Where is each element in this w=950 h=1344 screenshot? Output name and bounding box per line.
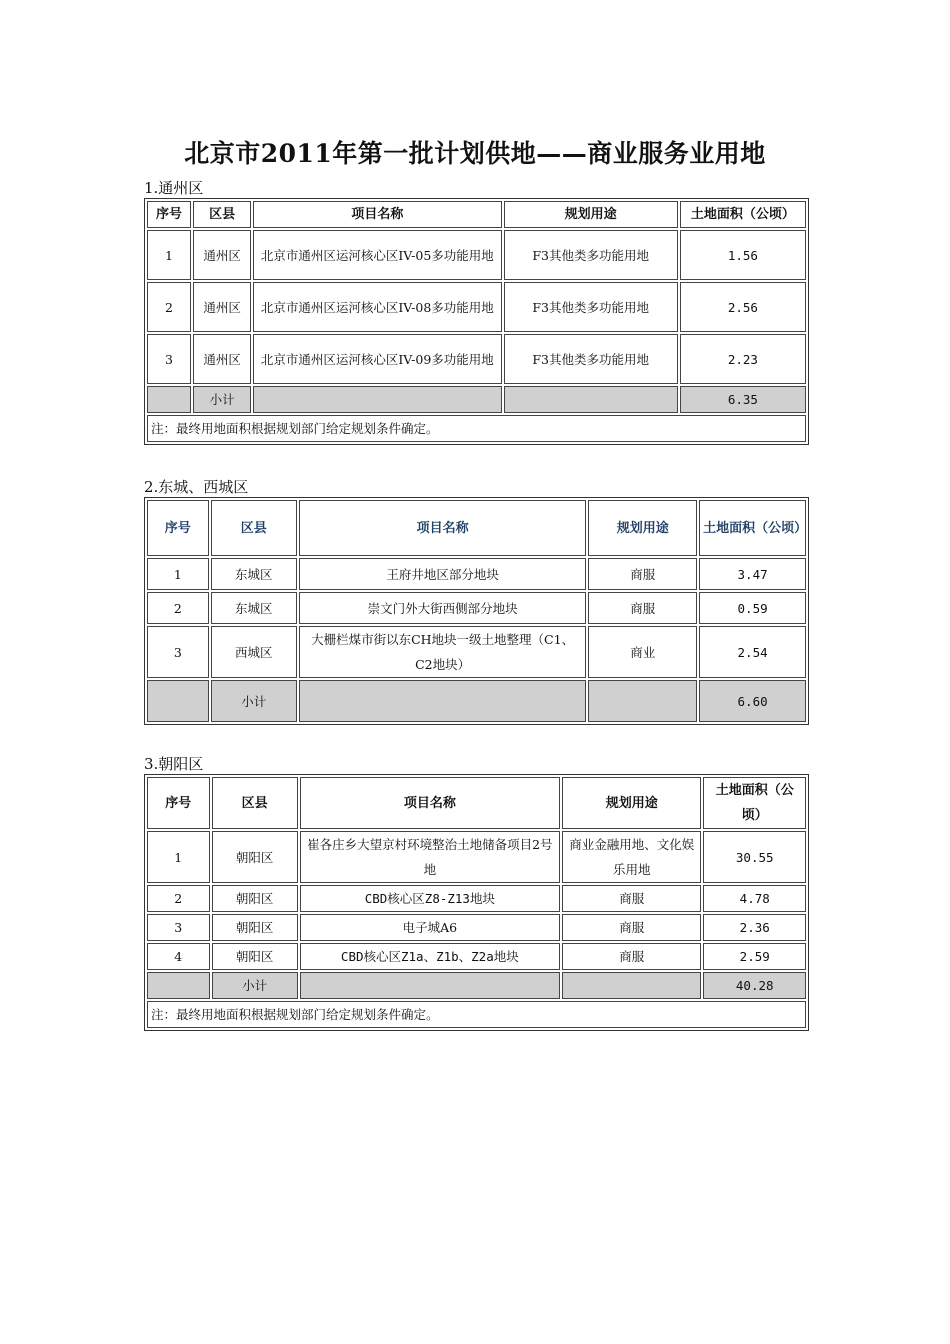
cell-district: 东城区 xyxy=(211,558,297,590)
column-header: 项目名称 xyxy=(253,201,501,228)
empty-cell xyxy=(147,972,210,999)
table-note: 注：最终用地面积根据规划部门给定规划条件确定。 xyxy=(147,415,806,442)
subtotal-value: 6.35 xyxy=(680,386,806,413)
empty-cell xyxy=(299,680,587,722)
cell-area: 2.23 xyxy=(680,334,806,384)
section-table xyxy=(144,774,809,1031)
column-header: 土地面积（公顷） xyxy=(680,201,806,228)
subtotal-row xyxy=(147,972,806,999)
subtotal-value: 40.28 xyxy=(703,972,806,999)
cell-area: 2.56 xyxy=(680,282,806,332)
cell-index: 3 xyxy=(147,334,191,384)
cell-district: 通州区 xyxy=(193,282,251,332)
cell-project: 崇文门外大街西侧部分地块 xyxy=(299,592,587,624)
cell-usage: 商服 xyxy=(562,914,701,941)
table-row xyxy=(147,943,806,970)
cell-usage: F3其他类多功能用地 xyxy=(504,282,678,332)
empty-cell xyxy=(504,386,678,413)
table-row xyxy=(147,592,806,624)
cell-area: 2.36 xyxy=(703,914,806,941)
subtotal-row xyxy=(147,386,806,413)
cell-area: 4.78 xyxy=(703,885,806,912)
subtotal-label: 小计 xyxy=(193,386,251,413)
column-header: 土地面积（公顷） xyxy=(703,777,806,829)
cell-project: 北京市通州区运河核心区IV-05多功能用地 xyxy=(253,230,501,280)
column-header: 区县 xyxy=(211,500,297,556)
table-row xyxy=(147,558,806,590)
cell-usage: 商服 xyxy=(562,943,701,970)
cell-usage: 商服 xyxy=(588,592,697,624)
table-row xyxy=(147,831,806,883)
cell-project: 大栅栏煤市街以东CH地块一级土地整理（C1、C2地块） xyxy=(299,626,587,678)
cell-project: CBD核心区Z8-Z13地块 xyxy=(300,885,560,912)
cell-project: 王府井地区部分地块 xyxy=(299,558,587,590)
column-header: 序号 xyxy=(147,777,210,829)
cell-index: 1 xyxy=(147,558,209,590)
section-heading: 1.通州区 xyxy=(144,179,204,197)
empty-cell xyxy=(253,386,501,413)
cell-project: CBD核心区Z1a、Z1b、Z2a地块 xyxy=(300,943,560,970)
cell-usage: 商业 xyxy=(588,626,697,678)
cell-district: 东城区 xyxy=(211,592,297,624)
table-row xyxy=(147,914,806,941)
cell-usage: F3其他类多功能用地 xyxy=(504,230,678,280)
column-header: 项目名称 xyxy=(299,500,587,556)
cell-index: 2 xyxy=(147,282,191,332)
table-row xyxy=(147,885,806,912)
table-row xyxy=(147,282,806,332)
column-header: 序号 xyxy=(147,201,191,228)
empty-cell xyxy=(562,972,701,999)
cell-area: 2.59 xyxy=(703,943,806,970)
cell-usage: 商服 xyxy=(588,558,697,590)
cell-index: 2 xyxy=(147,885,210,912)
column-header: 规划用途 xyxy=(588,500,697,556)
cell-project: 崔各庄乡大望京村环境整治土地储备项目2号地 xyxy=(300,831,560,883)
table-note: 注：最终用地面积根据规划部门给定规划条件确定。 xyxy=(147,1001,806,1028)
empty-cell xyxy=(300,972,560,999)
column-header: 规划用途 xyxy=(504,201,678,228)
cell-district: 通州区 xyxy=(193,230,251,280)
cell-index: 3 xyxy=(147,914,210,941)
column-header: 序号 xyxy=(147,500,209,556)
section-heading: 2.东城、西城区 xyxy=(144,478,249,496)
cell-index: 4 xyxy=(147,943,210,970)
cell-area: 2.54 xyxy=(699,626,806,678)
document-title: 北京市2011年第一批计划供地——商业服务业用地 xyxy=(184,139,766,168)
cell-district: 朝阳区 xyxy=(212,885,298,912)
subtotal-label: 小计 xyxy=(211,680,297,722)
table-row xyxy=(147,334,806,384)
column-header: 区县 xyxy=(212,777,298,829)
cell-index: 1 xyxy=(147,831,210,883)
cell-project: 电子城A6 xyxy=(300,914,560,941)
section-table xyxy=(144,497,809,725)
cell-district: 朝阳区 xyxy=(212,914,298,941)
cell-usage: 商业金融用地、文化娱乐用地 xyxy=(562,831,701,883)
cell-project: 北京市通州区运河核心区IV-08多功能用地 xyxy=(253,282,501,332)
cell-district: 西城区 xyxy=(211,626,297,678)
table-row xyxy=(147,230,806,280)
cell-area: 30.55 xyxy=(703,831,806,883)
cell-usage: F3其他类多功能用地 xyxy=(504,334,678,384)
cell-district: 通州区 xyxy=(193,334,251,384)
cell-index: 1 xyxy=(147,230,191,280)
cell-area: 1.56 xyxy=(680,230,806,280)
column-header: 项目名称 xyxy=(300,777,560,829)
section-table xyxy=(144,198,809,445)
empty-cell xyxy=(147,680,209,722)
empty-cell xyxy=(588,680,697,722)
empty-cell xyxy=(147,386,191,413)
section-heading: 3.朝阳区 xyxy=(144,755,204,773)
subtotal-value: 6.60 xyxy=(699,680,806,722)
table-row xyxy=(147,626,806,678)
cell-index: 3 xyxy=(147,626,209,678)
cell-district: 朝阳区 xyxy=(212,943,298,970)
column-header: 土地面积（公顷） xyxy=(699,500,806,556)
column-header: 区县 xyxy=(193,201,251,228)
subtotal-row xyxy=(147,680,806,722)
cell-usage: 商服 xyxy=(562,885,701,912)
cell-district: 朝阳区 xyxy=(212,831,298,883)
cell-project: 北京市通州区运河核心区IV-09多功能用地 xyxy=(253,334,501,384)
cell-index: 2 xyxy=(147,592,209,624)
cell-area: 0.59 xyxy=(699,592,806,624)
cell-area: 3.47 xyxy=(699,558,806,590)
column-header: 规划用途 xyxy=(562,777,701,829)
subtotal-label: 小计 xyxy=(212,972,298,999)
